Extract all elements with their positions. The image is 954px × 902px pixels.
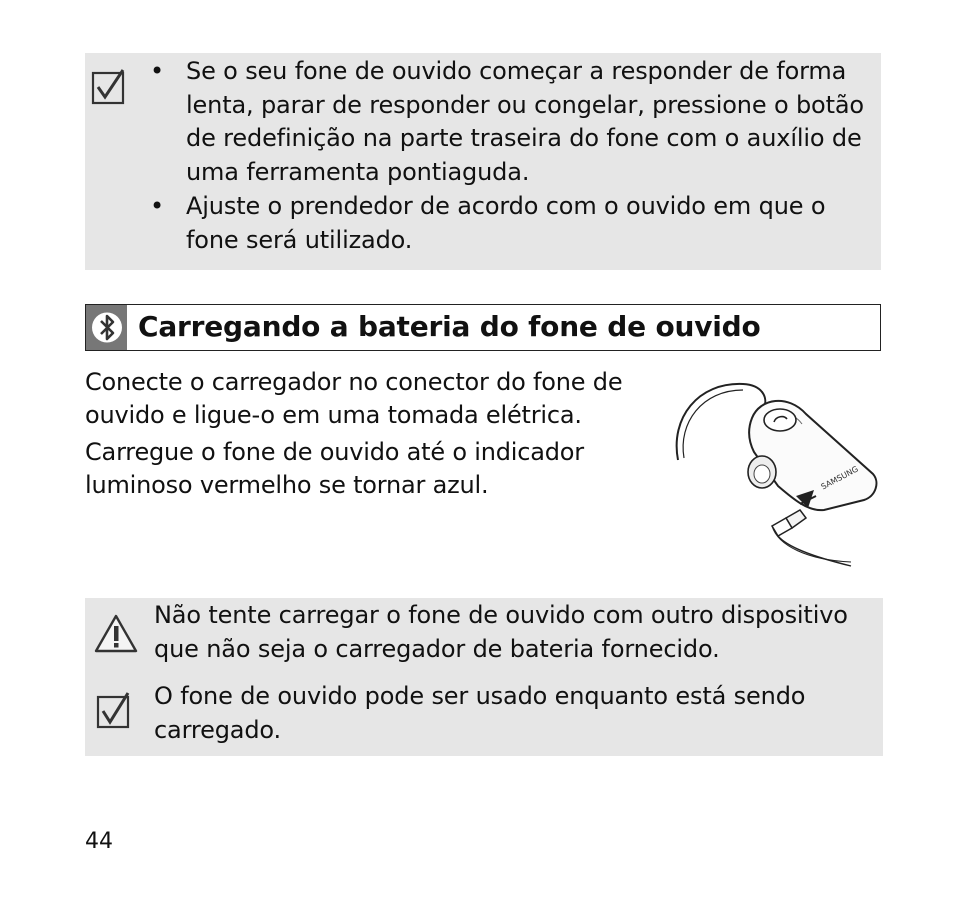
headset-charging-illustration xyxy=(668,378,883,568)
note-bullet-item: • Ajuste o prendedor de acordo com o ouvido em que o fone será utilizado. xyxy=(150,191,826,254)
page-number: 44 xyxy=(85,829,113,854)
brand-label: SAMSUNG xyxy=(819,464,860,492)
instruction-paragraph: Conecte o carregador no conector do fone de ouvido e ligue-o em uma tomada elétrica. xyxy=(85,368,623,429)
note-bullet-list xyxy=(150,55,876,257)
section-header xyxy=(85,304,881,351)
note-text: O fone de ouvido pode ser usado enquanto está sendo carregado. xyxy=(154,682,806,744)
note-bullet-text: Ajuste o prendedor de acordo com o ouvido em que o fone será utilizado. xyxy=(186,191,826,254)
bluetooth-icon xyxy=(86,305,127,350)
checkmark-icon xyxy=(95,690,133,730)
section-title: Carregando a bateria do fone de ouvido xyxy=(138,310,761,343)
note-bullet-text: Se o seu fone de ouvido começar a responder de forma lenta, parar de responder ou congelar, pressione o botão de redefinição na parte traseira do fone com o auxílio de uma ferramenta pontiaguda. xyxy=(186,57,864,187)
warning-text: Não tente carregar o fone de ouvido com outro dispositivo que não seja o carregador de bateria fornecido. xyxy=(154,601,848,663)
warning-triangle-icon xyxy=(93,613,139,655)
instruction-paragraph: Carregue o fone de ouvido até o indicador luminoso vermelho se tornar azul. xyxy=(85,438,584,499)
note-bullet-item: • Se o seu fone de ouvido começar a responder de forma lenta, parar de responder ou congelar, pressione o botão de redefinição na parte traseira do fone com o auxílio de uma ferramenta pontiaguda. xyxy=(150,57,864,187)
checkmark-icon xyxy=(90,68,128,106)
